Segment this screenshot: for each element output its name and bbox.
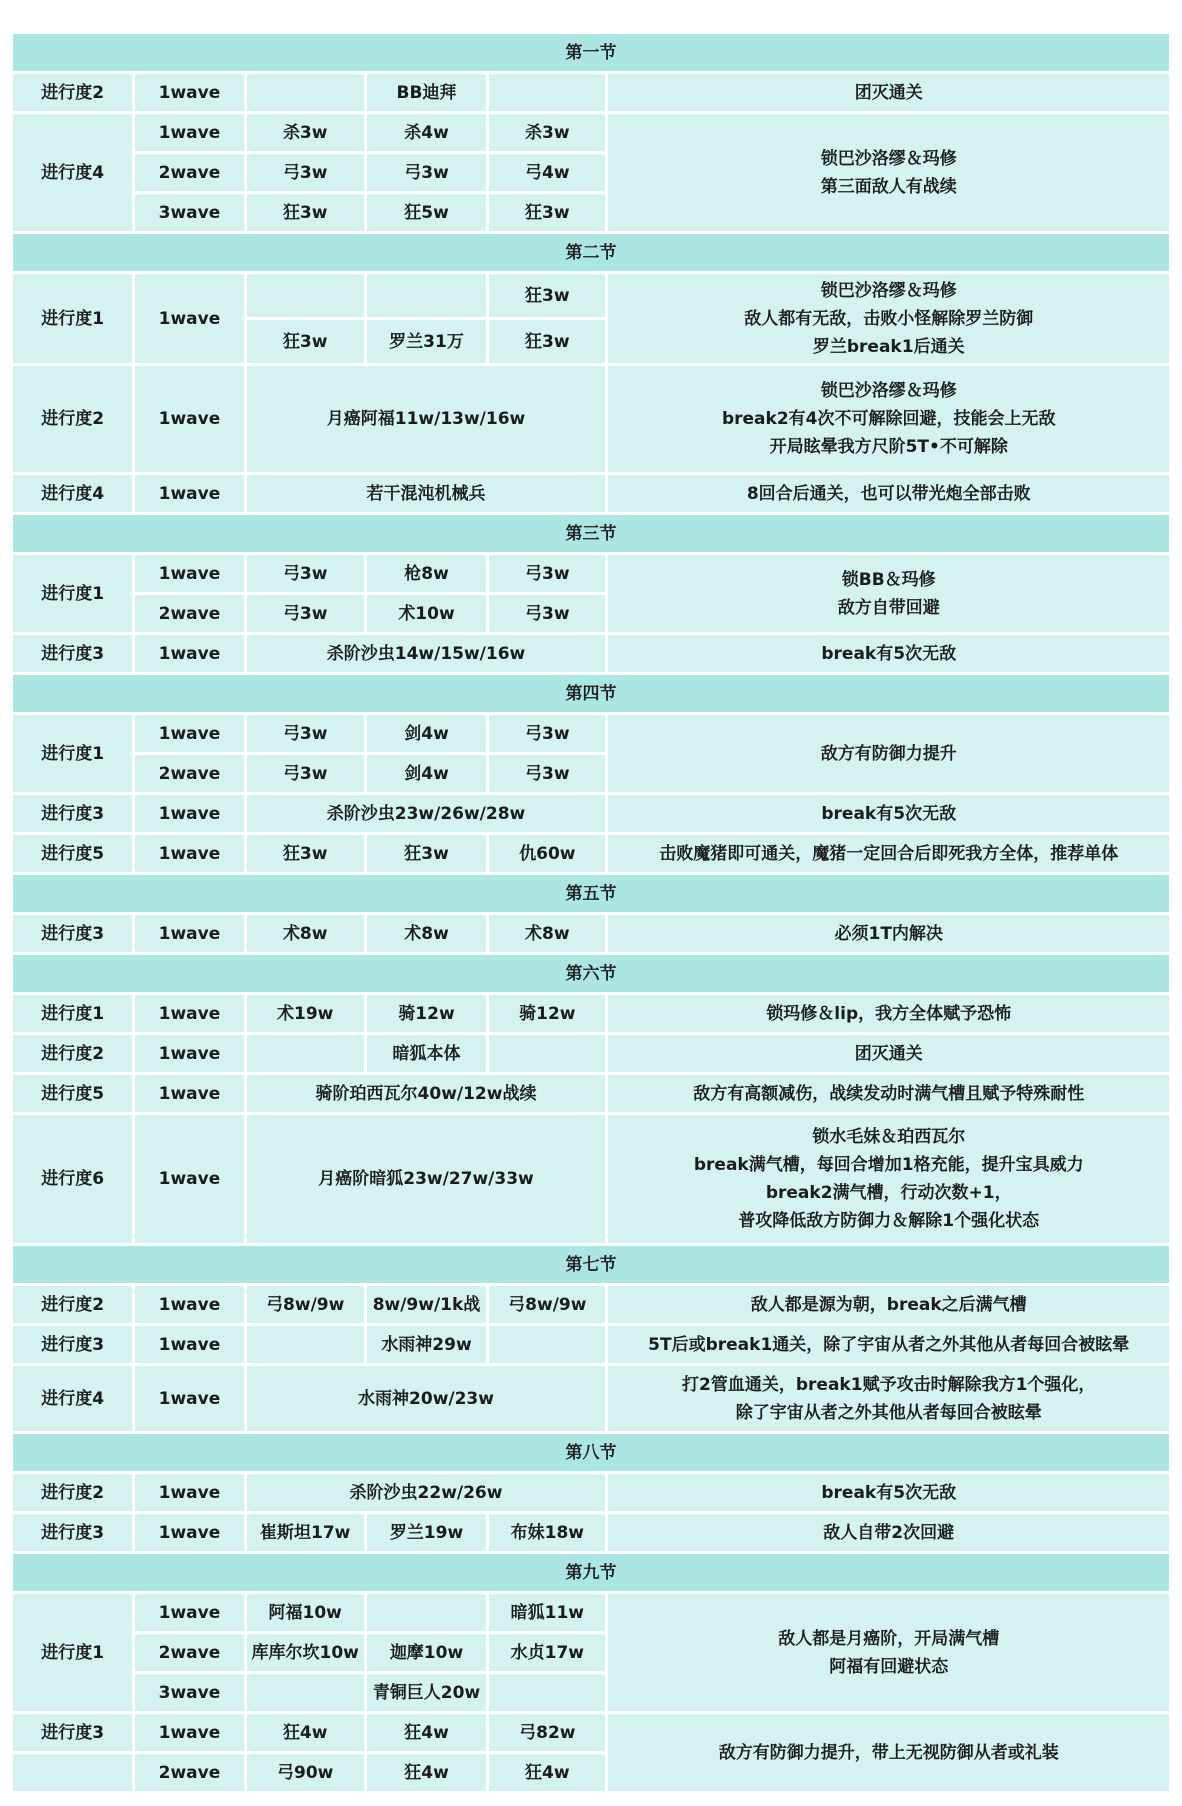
enemy-cell: 狂5w <box>367 194 486 231</box>
table-row <box>13 114 1169 151</box>
wave-cell: 1wave <box>135 1366 243 1431</box>
enemy-cell: 狂3w <box>489 320 605 363</box>
wave-cell: 1wave <box>135 555 243 592</box>
section-header-7 <box>13 1246 1169 1283</box>
enemy-cell: 杀3w <box>247 114 364 151</box>
wave-cell: 1wave <box>135 1035 243 1072</box>
enemy-cell <box>489 1674 605 1711</box>
enemy-cell <box>247 74 364 111</box>
note-cell: 8回合后通关，也可以带光炮全部击败 <box>608 475 1169 512</box>
table-row <box>13 795 1169 832</box>
wave-cell: 1wave <box>135 1115 243 1243</box>
progress-cell: 进行度2 <box>13 1286 132 1323</box>
enemy-cell <box>247 274 364 317</box>
enemy-cell: 剑4w <box>367 715 486 752</box>
wave-cell: 3wave <box>135 194 243 231</box>
enemy-cell <box>247 1674 364 1711</box>
progress-cell: 进行度5 <box>13 835 132 872</box>
wave-cell: 1wave <box>135 366 243 472</box>
enemy-cell: 狂4w <box>367 1754 486 1791</box>
enemy-cell: 暗狐11w <box>489 1594 605 1631</box>
table-row <box>13 1115 1169 1243</box>
enemy-cell: 弓4w <box>489 154 605 191</box>
note-cell: 5T后或break1通关，除了宇宙从者之外其他从者每回合被眩晕 <box>608 1326 1169 1363</box>
progress-cell: 进行度4 <box>13 475 132 512</box>
table-row <box>13 1514 1169 1551</box>
progress-cell: 进行度3 <box>13 635 132 672</box>
table-row <box>13 74 1169 111</box>
enemy-cell: 布妹18w <box>489 1514 605 1551</box>
enemy-cell: 狂4w <box>367 1714 486 1751</box>
wave-cell: 1wave <box>135 1714 243 1751</box>
enemy-cell: 暗狐本体 <box>367 1035 486 1072</box>
enemy-cell: 弓82w <box>489 1714 605 1751</box>
section-title: 第五节 <box>13 875 1169 912</box>
enemy-cell: 阿福10w <box>247 1594 364 1631</box>
enemy-cell: 骑12w <box>367 995 486 1032</box>
table-row <box>13 715 1169 752</box>
wave-cell: 1wave <box>135 1514 243 1551</box>
enemy-cell: 库库尔坎10w <box>247 1634 364 1671</box>
progress-cell: 进行度4 <box>13 1366 132 1431</box>
wave-cell: 1wave <box>135 915 243 952</box>
note-cell: 团灭通关 <box>608 1035 1169 1072</box>
enemy-cell: 狂3w <box>489 274 605 317</box>
section-header-2 <box>13 234 1169 271</box>
wave-cell: 1wave <box>135 1286 243 1323</box>
enemy-cell <box>247 1326 364 1363</box>
enemy-merged-cell: 杀阶沙虫14w/15w/16w <box>247 635 606 672</box>
note-cell: 击败魔猪即可通关，魔猪一定回合后即死我方全体，推荐单体 <box>608 835 1169 872</box>
note-cell: break有5次无敌 <box>608 635 1169 672</box>
wave-cell: 1wave <box>135 635 243 672</box>
note-cell: 锁巴沙洛缪＆玛修 break2有4次不可解除回避，技能会上无敌 开局眩晕我方尺阶5T•不可解除 <box>608 366 1169 472</box>
table-row <box>13 1035 1169 1072</box>
enemy-cell: 罗兰31万 <box>367 320 486 363</box>
table-row <box>13 1366 1169 1431</box>
enemy-cell: 杀3w <box>489 114 605 151</box>
note-cell: 锁玛修＆lip，我方全体赋予恐怖 <box>608 995 1169 1032</box>
stage-guide-table <box>10 31 1172 1794</box>
wave-cell: 1wave <box>135 114 243 151</box>
section-header-1 <box>13 34 1169 71</box>
progress-cell: 进行度4 <box>13 114 132 231</box>
enemy-merged-cell: 水雨神20w/23w <box>247 1366 606 1431</box>
table-row <box>13 475 1169 512</box>
section-title: 第九节 <box>13 1554 1169 1591</box>
note-cell: 敌方有高额减伤，战续发动时满气槽且赋予特殊耐性 <box>608 1075 1169 1112</box>
enemy-cell: 弓3w <box>489 555 605 592</box>
section-title: 第二节 <box>13 234 1169 271</box>
table-row <box>13 1075 1169 1112</box>
enemy-cell: 狂3w <box>367 835 486 872</box>
table-row <box>13 1714 1169 1751</box>
progress-cell: 进行度3 <box>13 1326 132 1363</box>
note-cell: 敌人都是源为朝，break之后满气槽 <box>608 1286 1169 1323</box>
enemy-merged-cell: 月癌阿福11w/13w/16w <box>247 366 606 472</box>
enemy-cell: 术10w <box>367 595 486 632</box>
table-row <box>13 915 1169 952</box>
progress-cell <box>13 1754 132 1791</box>
enemy-cell: 弓3w <box>367 154 486 191</box>
wave-cell: 1wave <box>135 715 243 752</box>
enemy-cell <box>489 74 605 111</box>
guide-table-container <box>10 31 1172 1794</box>
progress-cell: 进行度3 <box>13 795 132 832</box>
table-row <box>13 1286 1169 1323</box>
progress-cell: 进行度1 <box>13 995 132 1032</box>
note-cell: 敌方有防御力提升，带上无视防御从者或礼装 <box>608 1714 1169 1791</box>
wave-cell: 1wave <box>135 1075 243 1112</box>
enemy-cell: 迦摩10w <box>367 1634 486 1671</box>
progress-cell: 进行度3 <box>13 915 132 952</box>
progress-cell: 进行度2 <box>13 1474 132 1511</box>
enemy-cell: 杀4w <box>367 114 486 151</box>
enemy-cell: 术8w <box>247 915 364 952</box>
note-cell: 锁巴沙洛缪＆玛修 第三面敌人有战续 <box>608 114 1169 231</box>
note-cell: 团灭通关 <box>608 74 1169 111</box>
progress-cell: 进行度2 <box>13 1035 132 1072</box>
section-header-4 <box>13 675 1169 712</box>
enemy-cell: 弓3w <box>247 555 364 592</box>
enemy-cell: 8w/9w/1k战 <box>367 1286 486 1323</box>
note-cell: 必须1T内解决 <box>608 915 1169 952</box>
section-header-5 <box>13 875 1169 912</box>
enemy-cell: 狂4w <box>489 1754 605 1791</box>
enemy-cell: 青铜巨人20w <box>367 1674 486 1711</box>
section-title: 第六节 <box>13 955 1169 992</box>
enemy-cell: 弓3w <box>489 595 605 632</box>
enemy-cell: 术8w <box>489 915 605 952</box>
wave-cell: 1wave <box>135 1594 243 1631</box>
enemy-cell: 狂3w <box>247 835 364 872</box>
enemy-cell: 崔斯坦17w <box>247 1514 364 1551</box>
enemy-cell: BB迪拜 <box>367 74 486 111</box>
note-cell: break有5次无敌 <box>608 795 1169 832</box>
enemy-cell: 弓3w <box>247 154 364 191</box>
section-title: 第一节 <box>13 34 1169 71</box>
note-cell: 锁BB＆玛修 敌方自带回避 <box>608 555 1169 632</box>
wave-cell: 1wave <box>135 995 243 1032</box>
enemy-cell: 剑4w <box>367 755 486 792</box>
progress-cell: 进行度2 <box>13 74 132 111</box>
wave-cell: 1wave <box>135 795 243 832</box>
table-row <box>13 366 1169 472</box>
table-row <box>13 555 1169 592</box>
wave-cell: 1wave <box>135 74 243 111</box>
section-title: 第八节 <box>13 1434 1169 1471</box>
table-row <box>13 1594 1169 1631</box>
progress-cell: 进行度6 <box>13 1115 132 1243</box>
wave-cell: 1wave <box>135 1326 243 1363</box>
wave-cell: 2wave <box>135 755 243 792</box>
wave-cell: 1wave <box>135 274 243 363</box>
progress-cell: 进行度3 <box>13 1714 132 1751</box>
enemy-cell <box>489 1326 605 1363</box>
section-header-3 <box>13 515 1169 552</box>
table-row <box>13 995 1169 1032</box>
note-cell: 打2管血通关，break1赋予攻击时解除我方1个强化， 除了宇宙从者之外其他从者每回合被眩晕 <box>608 1366 1169 1431</box>
progress-cell: 进行度1 <box>13 555 132 632</box>
table-row <box>13 635 1169 672</box>
enemy-cell: 狂4w <box>247 1714 364 1751</box>
section-header-6 <box>13 955 1169 992</box>
wave-cell: 1wave <box>135 835 243 872</box>
enemy-merged-cell: 骑阶珀西瓦尔40w/12w战续 <box>247 1075 606 1112</box>
progress-cell: 进行度1 <box>13 274 132 363</box>
wave-cell: 2wave <box>135 595 243 632</box>
progress-cell: 进行度3 <box>13 1514 132 1551</box>
enemy-cell: 弓3w <box>247 595 364 632</box>
progress-cell: 进行度1 <box>13 715 132 792</box>
table-row <box>13 835 1169 872</box>
section-header-9 <box>13 1554 1169 1591</box>
table-row <box>13 1474 1169 1511</box>
wave-cell: 1wave <box>135 1474 243 1511</box>
table-row <box>13 274 1169 317</box>
wave-cell: 2wave <box>135 1754 243 1791</box>
note-cell: 锁巴沙洛缪＆玛修 敌人都有无敌，击败小怪解除罗兰防御 罗兰break1后通关 <box>608 274 1169 363</box>
enemy-cell: 弓8w/9w <box>247 1286 364 1323</box>
note-cell: 敌人都是月癌阶，开局满气槽 阿福有回避状态 <box>608 1594 1169 1711</box>
enemy-cell: 弓3w <box>247 715 364 752</box>
note-cell: 敌人自带2次回避 <box>608 1514 1169 1551</box>
table-row <box>13 1326 1169 1363</box>
enemy-cell: 弓3w <box>489 755 605 792</box>
enemy-cell: 术19w <box>247 995 364 1032</box>
enemy-cell: 弓3w <box>489 715 605 752</box>
enemy-merged-cell: 若干混沌机械兵 <box>247 475 606 512</box>
section-title: 第四节 <box>13 675 1169 712</box>
progress-cell: 进行度1 <box>13 1594 132 1711</box>
enemy-cell: 术8w <box>367 915 486 952</box>
enemy-merged-cell: 杀阶沙虫23w/26w/28w <box>247 795 606 832</box>
wave-cell: 3wave <box>135 1674 243 1711</box>
enemy-cell: 枪8w <box>367 555 486 592</box>
enemy-merged-cell: 月癌阶暗狐23w/27w/33w <box>247 1115 606 1243</box>
note-cell: 敌方有防御力提升 <box>608 715 1169 792</box>
enemy-cell: 狂3w <box>489 194 605 231</box>
enemy-cell <box>367 1594 486 1631</box>
progress-cell: 进行度5 <box>13 1075 132 1112</box>
note-cell: break有5次无敌 <box>608 1474 1169 1511</box>
enemy-cell: 水雨神29w <box>367 1326 486 1363</box>
enemy-cell: 罗兰19w <box>367 1514 486 1551</box>
wave-cell: 1wave <box>135 475 243 512</box>
enemy-cell: 弓8w/9w <box>489 1286 605 1323</box>
section-title: 第三节 <box>13 515 1169 552</box>
wave-cell: 2wave <box>135 1634 243 1671</box>
enemy-cell <box>367 274 486 317</box>
enemy-cell: 骑12w <box>489 995 605 1032</box>
section-title: 第七节 <box>13 1246 1169 1283</box>
progress-cell: 进行度2 <box>13 366 132 472</box>
enemy-cell: 狂3w <box>247 194 364 231</box>
note-cell: 锁水毛妹＆珀西瓦尔 break满气槽，每回合增加1格充能，提升宝具威力 break2满气槽，行动次数+1， 普攻降低敌方防御力＆解除1个强化状态 <box>608 1115 1169 1243</box>
enemy-cell: 狂3w <box>247 320 364 363</box>
enemy-cell: 弓90w <box>247 1754 364 1791</box>
section-header-8 <box>13 1434 1169 1471</box>
wave-cell: 2wave <box>135 154 243 191</box>
enemy-cell: 仇60w <box>489 835 605 872</box>
enemy-merged-cell: 杀阶沙虫22w/26w <box>247 1474 606 1511</box>
enemy-cell: 水贞17w <box>489 1634 605 1671</box>
enemy-cell <box>247 1035 364 1072</box>
enemy-cell: 弓3w <box>247 755 364 792</box>
enemy-cell <box>489 1035 605 1072</box>
